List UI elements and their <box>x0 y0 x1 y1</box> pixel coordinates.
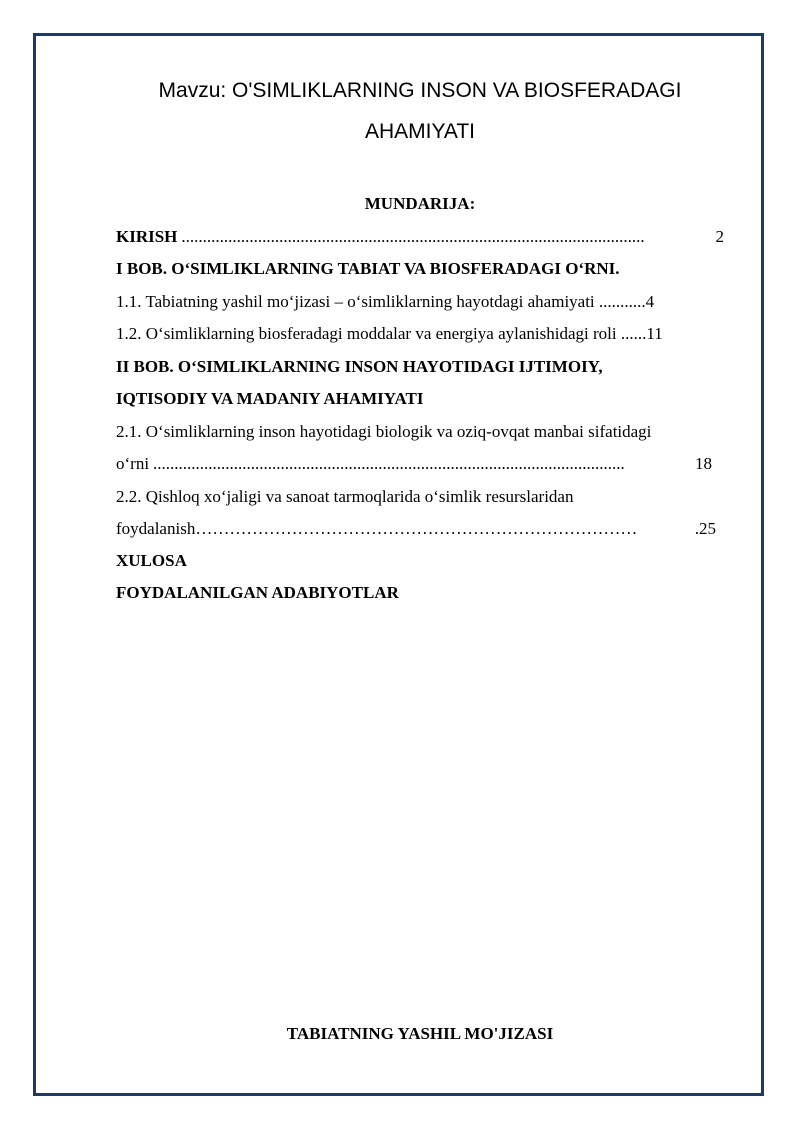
toc-chapter-2-line-1[interactable]: II BOB. O‘SIMLIKLARNING INSON HAYOTIDAGI IJTIMOIY, <box>116 357 603 376</box>
toc-leader-dots: …………………………………………………………………… <box>195 519 638 538</box>
toc-leader-dots: ............................................................................................................. <box>181 227 645 246</box>
toc-page-number: .25 <box>694 519 716 538</box>
toc-section-1-1[interactable]: 1.1. Tabiatning yashil mo‘jizasi – o‘simliklarning hayotdagi ahamiyati ...........4 <box>116 292 655 311</box>
toc-section-1-2[interactable]: 1.2. O‘simliklarning biosferadagi moddalar va energiya aylanishidagi roli ......11 <box>116 324 663 343</box>
toc-section-2-2-line-1[interactable]: 2.2. Qishloq xo‘jaligi va sanoat tarmoqlarida o‘simlik resurslaridan <box>116 487 574 506</box>
toc-section-2-2-line-2[interactable] <box>116 518 724 540</box>
toc-entry-label: KIRISH <box>116 227 178 246</box>
document-title-line-2: AHAMIYATI <box>364 120 476 143</box>
toc-entry-label: foydalanish <box>116 519 196 538</box>
toc-heading: MUNDARIJA: <box>364 194 476 213</box>
toc-page-number: 18 <box>695 454 712 473</box>
toc-chapter-2-line-2[interactable]: IQTISODIY VA MADANIY AHAMIYATI <box>116 389 424 408</box>
page-footer: TABIATNING YASHIL MO'JIZASI <box>286 1024 554 1043</box>
toc-xulosa[interactable]: XULOSA <box>116 551 187 570</box>
toc-section-2-1-line-2[interactable] <box>116 453 724 475</box>
toc-leader-dots: ............................................................................................................... <box>153 454 625 473</box>
toc-entry-label: o‘rni <box>116 454 150 473</box>
toc-section-2-1-line-1[interactable]: 2.1. O‘simliklarning inson hayotidagi biologik va oziq-ovqat manbai sifatidagi <box>116 422 652 441</box>
toc-adabiyotlar[interactable]: FOYDALANILGAN ADABIYOTLAR <box>116 583 399 602</box>
document-title-line-1: Mavzu: O'SIMLIKLARNING INSON VA BIOSFERADAGI <box>158 79 682 102</box>
toc-entry-kirish[interactable] <box>116 226 724 248</box>
toc-chapter-1[interactable]: I BOB. O‘SIMLIKLARNING TABIAT VA BIOSFERADAGI O‘RNI. <box>116 259 620 278</box>
toc-page-number: 2 <box>715 227 724 246</box>
